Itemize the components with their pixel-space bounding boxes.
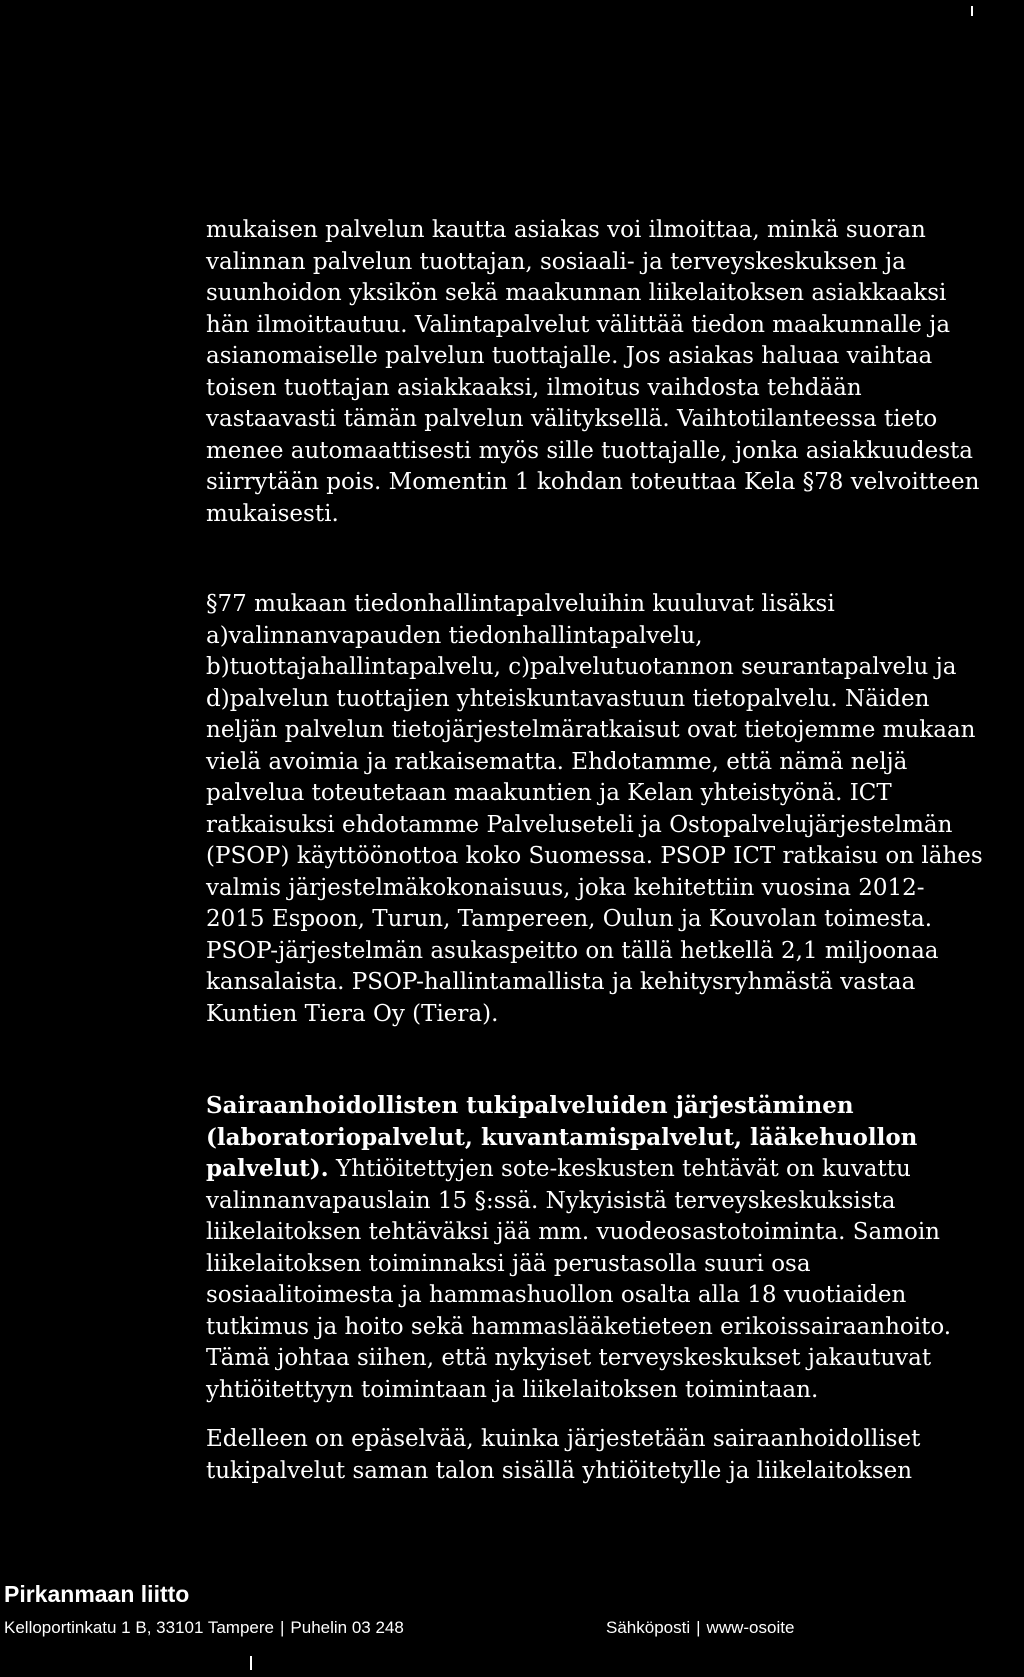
scan-mark bbox=[250, 1656, 252, 1670]
text-line: d)palvelun tuottajien yhteiskuntavastuun tietopalvelu. Näiden bbox=[206, 685, 930, 712]
footer-web-label: www-osoite bbox=[706, 1618, 795, 1637]
text-line: PSOP-järjestelmän asukaspeitto on tällä hetkellä 2,1 miljoonaa bbox=[206, 937, 939, 964]
footer-organization: Pirkanmaan liitto bbox=[4, 1581, 190, 1607]
section-heading: (laboratoriopalvelut, kuvantamispalvelut, lääkehuollon bbox=[206, 1123, 918, 1151]
paragraph-valintapalvelut bbox=[206, 215, 1021, 530]
text-line: §77 mukaan tiedonhallintapalveluihin kuuluvat lisäksi bbox=[206, 591, 835, 617]
text-line: Tämä johtaa siihen, että nykyiset terveyskeskukset jakautuvat bbox=[206, 1345, 932, 1371]
scan-mark bbox=[971, 6, 973, 16]
section-heading-end: palvelut). bbox=[206, 1155, 329, 1182]
text-line: b)tuottajahallintapalvelu, c)palvelutuotannon seurantapalvelu ja bbox=[206, 654, 957, 680]
text-fragment: Yhtiöitettyjen sote-keskusten tehtävät on kuvattu bbox=[328, 1156, 911, 1182]
footer-email-label: Sähköposti bbox=[606, 1618, 691, 1637]
footer-separator: | bbox=[696, 1618, 701, 1637]
paragraph-tiedonhallintapalvelut bbox=[206, 589, 1021, 1030]
text-line: vielä avoimia ja ratkaisematta. Ehdotamme, että nämä neljä bbox=[206, 748, 908, 775]
text-line: vastaavasti tämän palvelun välityksellä. Vaihtotilanteessa tieto bbox=[206, 406, 938, 432]
text-line: menee automaattisesti myös sille tuottajalle, jonka asiakkuudesta bbox=[206, 437, 973, 464]
text-line: (PSOP) käyttöönottoa koko Suomessa. PSOP ICT ratkaisu on lähes bbox=[206, 843, 983, 869]
text-line: Edelleen on epäselvää, kuinka järjestetään sairaanhoidolliset bbox=[206, 1426, 921, 1452]
paragraph-sairaanhoidolliset-tukipalvelut bbox=[206, 1090, 1021, 1406]
text-line: yhtiöitettyyn toimintaan ja liikelaitoksen toimintaan. bbox=[206, 1376, 819, 1403]
footer-separator: | bbox=[279, 1618, 285, 1637]
text-line bbox=[206, 1153, 1021, 1186]
text-line: tukipalvelut saman talon sisällä yhtiöitetylle ja liikelaitoksen bbox=[206, 1457, 913, 1484]
text-line: kansalaista. PSOP-hallintamallista ja kehitysryhmästä vastaa bbox=[206, 969, 916, 995]
text-line: 2015 Espoon, Turun, Tampereen, Oulun ja Kouvolan toimesta. bbox=[206, 906, 933, 932]
footer-online-contact bbox=[606, 1618, 794, 1638]
text-line: hän ilmoittautuu. Valintapalvelut välittää tiedon maakunnalle ja bbox=[206, 311, 951, 338]
text-line: liikelaitoksen tehtäväksi jää mm. vuodeosastotoiminta. Samoin bbox=[206, 1219, 940, 1245]
text-line: tutkimus ja hoito sekä hammaslääketieteen erikoissairaanhoito. bbox=[206, 1313, 952, 1340]
text-line: siirrytään pois. Momentin 1 kohdan toteuttaa Kela §78 velvoitteen bbox=[206, 469, 980, 495]
text-line: palvelua toteutetaan maakuntien ja Kelan yhteistyönä. ICT bbox=[206, 780, 892, 806]
section-heading: Sairaanhoidollisten tukipalveluiden järjestäminen bbox=[206, 1092, 854, 1119]
text-line: valinnan palvelun tuottajan, sosiaali- ja terveyskeskuksen ja bbox=[206, 248, 906, 275]
text-line: ratkaisuksi ehdotamme Palveluseteli ja Ostopalvelujärjestelmän bbox=[206, 811, 953, 838]
text-line: valinnanvapauslain 15 §:ssä. Nykyisistä terveyskeskuksista bbox=[206, 1187, 896, 1214]
text-line: neljän palvelun tietojärjestelmäratkaisut ovat tietojemme mukaan bbox=[206, 717, 976, 743]
text-line: liikelaitoksen toiminnaksi jää perustasolla suuri osa bbox=[206, 1250, 811, 1277]
footer-address: Kelloportinkatu 1 B, 33101 Tampere bbox=[4, 1618, 274, 1637]
text-line: sosiaalitoimesta ja hammashuollon osalta alla 18 vuotiaiden bbox=[206, 1282, 907, 1308]
text-line: mukaisesti. bbox=[206, 500, 339, 527]
footer-contact bbox=[4, 1618, 404, 1638]
text-line: suunhoidon yksikön sekä maakunnan liikelaitoksen asiakkaaksi bbox=[206, 280, 947, 306]
paragraph-edelleen bbox=[206, 1424, 1021, 1487]
text-line: valmis järjestelmäkokonaisuus, joka kehitettiin vuosina 2012- bbox=[206, 874, 925, 901]
text-line: asianomaiselle palvelun tuottajalle. Jos asiakas haluaa vaihtaa bbox=[206, 343, 933, 369]
text-line: mukaisen palvelun kautta asiakas voi ilmoittaa, minkä suoran bbox=[206, 217, 926, 243]
text-line: toisen tuottajan asiakkaaksi, ilmoitus vaihdosta tehdään bbox=[206, 374, 862, 401]
text-line: Kuntien Tiera Oy (Tiera). bbox=[206, 1000, 499, 1027]
footer-phone: Puhelin 03 248 bbox=[290, 1618, 404, 1637]
text-line: a)valinnanvapauden tiedonhallintapalvelu, bbox=[206, 622, 703, 649]
